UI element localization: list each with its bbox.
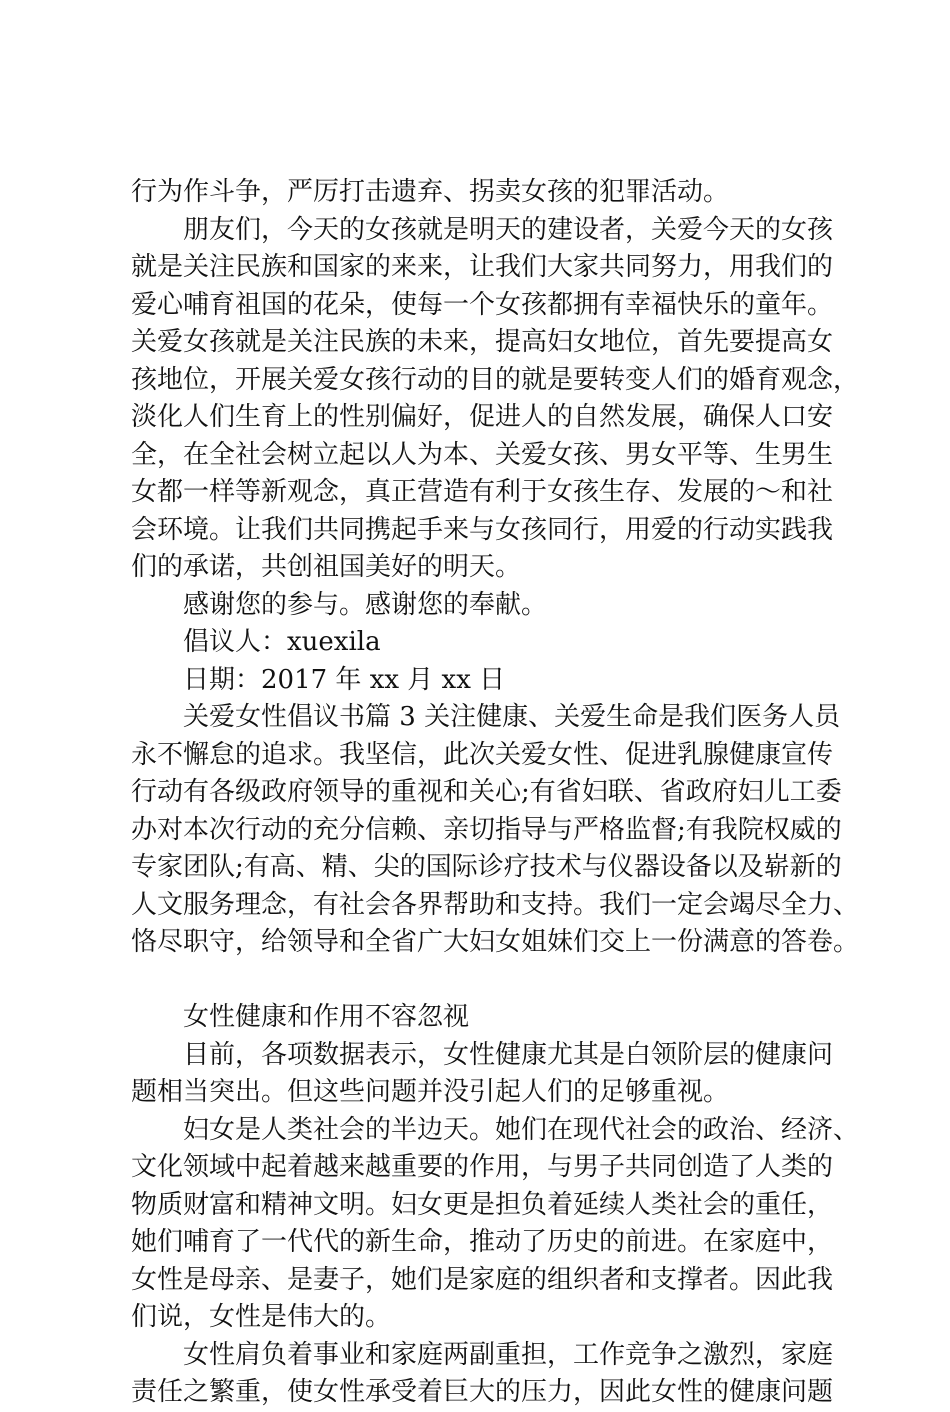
- text-line: 朋友们，今天的女孩就是明天的建设者，关爱今天的女孩: [183, 214, 834, 245]
- text-line: 她们哺育了一代代的新生命，推动了历史的前进。在家庭中，: [131, 1227, 834, 1257]
- text-line: 办对本次行动的充分信赖、亲切指导与严格监督;有我院权威的: [131, 814, 842, 845]
- text-line: 会环境。让我们共同携起手来与女孩同行，用爱的行动实践我: [131, 514, 834, 545]
- text-line: 目前，各项数据表示，女性健康尤其是白领阶层的健康问: [183, 1039, 834, 1070]
- text-line: 关爱女孩就是关注民族的未来，提高妇女地位，首先要提高女: [131, 327, 834, 357]
- text-line: 女性肩负着事业和家庭两副重担，工作竞争之激烈，家庭: [183, 1339, 834, 1370]
- text-line: 题相当突出。但这些问题并没引起人们的足够重视。: [131, 1077, 730, 1107]
- blank-line: [131, 962, 836, 1000]
- text-line: 日期：2017 年 xx 月 xx 日: [183, 664, 506, 695]
- text-line: 就是关注民族和国家的来来，让我们大家共同努力，用我们的: [131, 252, 834, 282]
- text-line: 们的承诺，共创祖国美好的明天。: [131, 552, 522, 582]
- text-line: 行为作斗争，严厉打击遗弃、拐卖女孩的犯罪活动。: [131, 177, 730, 207]
- text-line: 女性健康和作用不容忽视: [183, 1002, 470, 1032]
- document-body: [131, 174, 860, 1412]
- text-line: 物质财富和精神文明。妇女更是担负着延续人类社会的重任，: [131, 1189, 834, 1220]
- text-line: 淡化人们生育上的性别偏好，促进人的自然发展，确保人口安: [131, 402, 834, 432]
- text-line: 女性是母亲、是妻子，她们是家庭的组织者和支撑者。因此我: [131, 1264, 834, 1295]
- text-line: 们说，女性是伟大的。: [131, 1302, 392, 1332]
- text-line: 永不懈怠的追求。我坚信，此次关爱女性、促进乳腺健康宣传: [131, 739, 834, 770]
- text-line: 责任之繁重，使女性承受着巨大的压力，因此女性的健康问题: [131, 1377, 834, 1407]
- text-line: 恪尽职守，给领导和全省广大妇女姐妹们交上一份满意的答卷。: [131, 927, 860, 957]
- text-line: 感谢您的参与。感谢您的奉献。: [183, 589, 548, 620]
- text-line: 关爱女性倡议书篇 3 关注健康、关爱生命是我们医务人员: [183, 702, 841, 732]
- text-line: 妇女是人类社会的半边天。她们在现代社会的政治、经济、: [183, 1114, 860, 1145]
- text-line: 女都一样等新观念，真正营造有利于女孩生存、发展的～和社: [131, 477, 834, 507]
- text-line: 孩地位，开展关爱女孩行动的目的就是要转变人们的婚育观念，: [131, 364, 860, 395]
- text-line: 专家团队;有高、精、尖的国际诊疗技术与仪器设备以及崭新的: [131, 852, 842, 882]
- text-line: 倡议人：xuexila: [183, 627, 381, 657]
- text-line: 行动有各级政府领导的重视和关心;有省妇联、省政府妇儿工委: [131, 777, 842, 807]
- text-line: 爱心哺育祖国的花朵，使每一个女孩都拥有幸福快乐的童年。: [131, 289, 834, 320]
- text-line: 文化领域中起着越来越重要的作用，与男子共同创造了人类的: [131, 1152, 834, 1182]
- text-line: 全，在全社会树立起以人为本、关爱女孩、男女平等、生男生: [131, 439, 834, 470]
- text-line: 人文服务理念，有社会各界帮助和支持。我们一定会竭尽全力、: [131, 889, 860, 920]
